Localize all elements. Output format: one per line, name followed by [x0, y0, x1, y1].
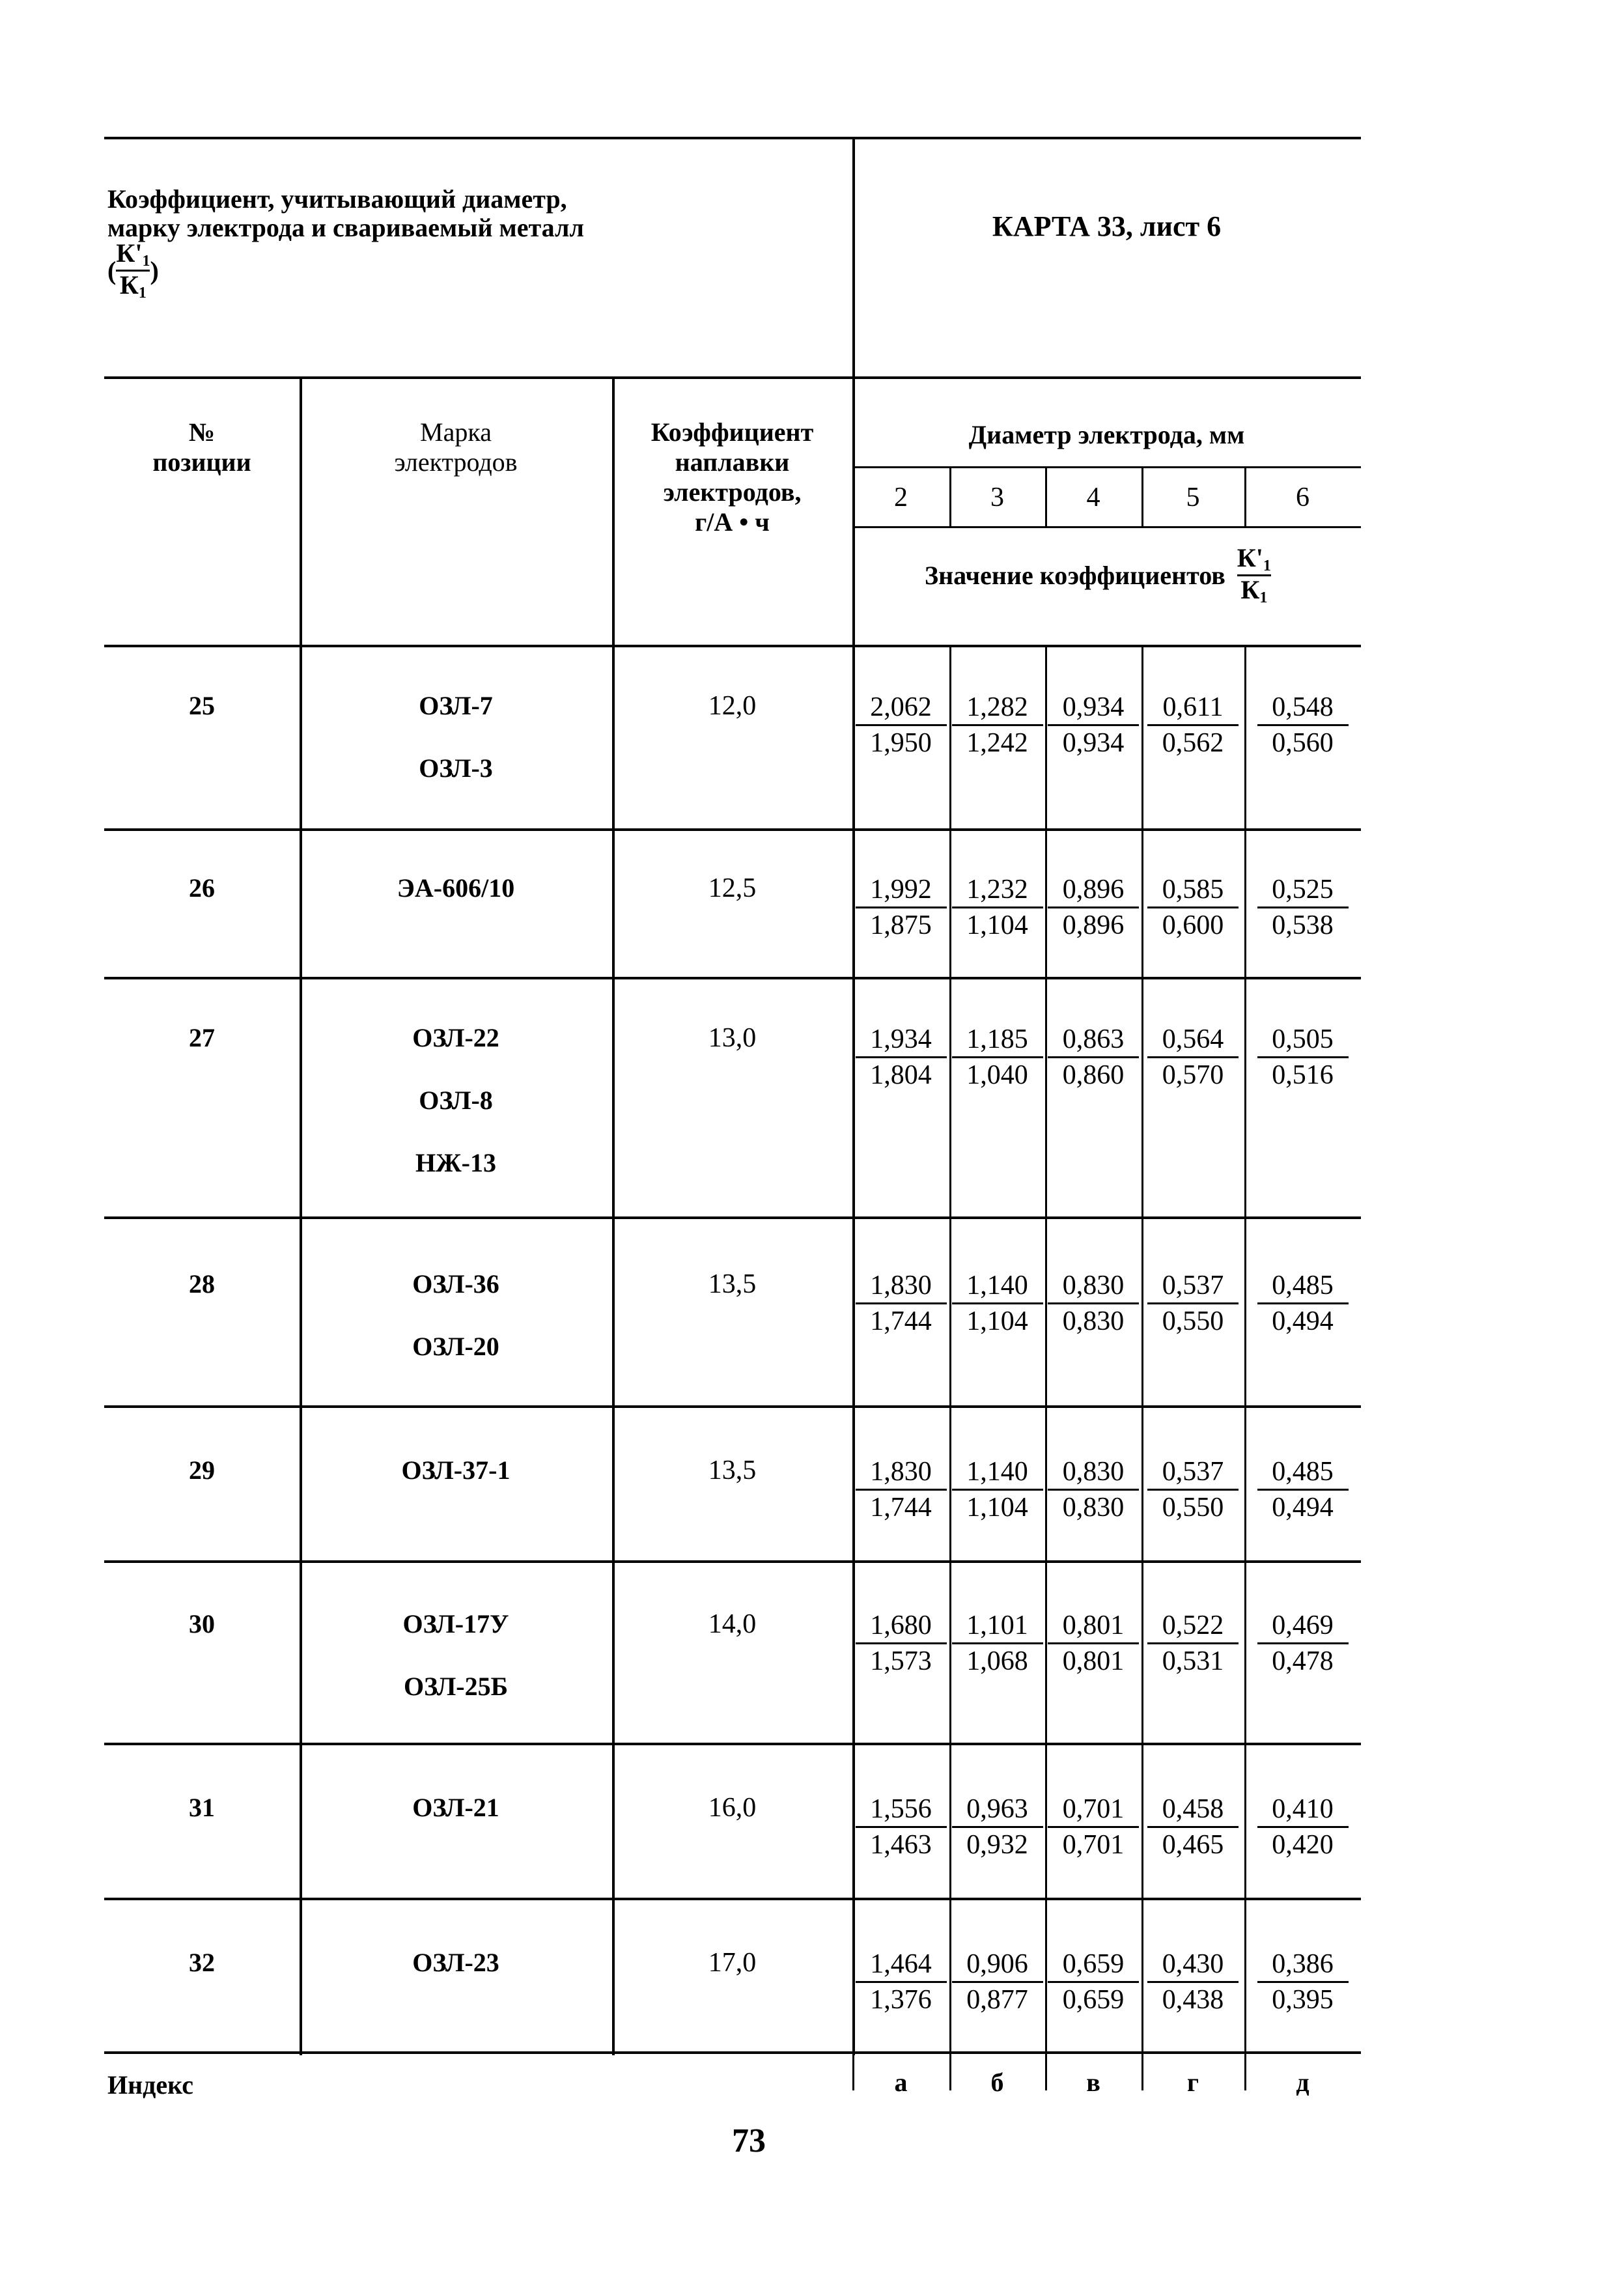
- row-coef-fraction: [952, 1948, 1043, 2016]
- paren-close: ): [150, 256, 159, 286]
- fraction-denominator: 0,560: [1272, 728, 1334, 758]
- row-coef-fraction: [856, 1456, 947, 1523]
- fraction-denominator: 0,516: [1272, 1060, 1334, 1090]
- value-label-text: Значение коэффициентов: [925, 561, 1225, 591]
- fraction-denominator: 1,744: [870, 1306, 932, 1336]
- fraction-denominator: 0,830: [1062, 1493, 1125, 1523]
- row-coef-fraction: [1147, 1270, 1239, 1337]
- fraction-numerator: 1,140: [952, 1270, 1043, 1304]
- row-coef-fraction: [856, 874, 947, 941]
- column-header-bottom-rule: [104, 645, 1361, 647]
- index-letter-d: д: [1296, 2068, 1309, 2097]
- row-rule: [104, 1560, 1361, 1563]
- row-coef-fraction: [952, 1270, 1043, 1337]
- fraction-numerator: 0,830: [1048, 1456, 1139, 1491]
- fraction-numerator: 1,185: [952, 1024, 1043, 1058]
- index-label: Индекс: [107, 2070, 193, 2100]
- row-coef-fraction: [952, 874, 1043, 941]
- row-coef-fraction: [1257, 1793, 1349, 1861]
- fraction-denominator: 0,395: [1272, 1985, 1334, 2015]
- row-coef-fraction: [1257, 874, 1349, 941]
- row-position: 31: [189, 1793, 215, 1822]
- fraction-denominator: 1,376: [870, 1985, 932, 2015]
- fraction-numerator: 0,537: [1147, 1270, 1239, 1304]
- row-coef-fraction: [1257, 1270, 1349, 1337]
- col-sep-d4: [1045, 645, 1047, 2055]
- fraction-denominator: 0,420: [1272, 1830, 1334, 1860]
- fraction-denominator: 0,830: [1062, 1306, 1125, 1336]
- row-coef-fraction: [1048, 1948, 1139, 2016]
- fraction-denominator: 1,040: [966, 1060, 1028, 1090]
- diameter-6: 6: [1296, 483, 1309, 513]
- row-brand: ОЗЛ-23: [412, 1948, 499, 1977]
- fraction-numerator: 0,548: [1257, 692, 1349, 726]
- fraction-numerator: 0,585: [1147, 874, 1239, 908]
- row-brand: ОЗЛ-7: [419, 691, 493, 720]
- row-rule: [104, 977, 1361, 979]
- fraction-numerator: 0,659: [1048, 1948, 1139, 1983]
- diameter-3: 3: [990, 483, 1004, 513]
- row-position: 27: [189, 1023, 215, 1052]
- fraction-denominator: 1,804: [870, 1060, 932, 1090]
- row-coef-fraction: [1147, 692, 1239, 759]
- diameter-2: 2: [894, 483, 908, 513]
- fraction-numerator: 0,485: [1257, 1456, 1349, 1491]
- fraction-denominator: 0,494: [1272, 1493, 1334, 1523]
- fraction-numerator: 1,934: [856, 1024, 947, 1058]
- index-letter-v: в: [1086, 2068, 1100, 2097]
- row-rule: [104, 1405, 1361, 1408]
- row-brand: ОЗЛ-8: [419, 1086, 493, 1115]
- fraction-denominator: 0,659: [1062, 1985, 1125, 2015]
- row-coef-fraction: [1147, 1610, 1239, 1677]
- row-deposition-coef: 12,5: [708, 873, 757, 903]
- fraction-numerator: 0,458: [1147, 1793, 1239, 1828]
- table-top-rule: [104, 376, 1361, 379]
- ratio-num-sub: 1: [142, 253, 150, 270]
- row-deposition-coef: 13,5: [708, 1269, 757, 1299]
- fraction-numerator: 0,963: [952, 1793, 1043, 1828]
- row-coef-fraction: [1257, 1456, 1349, 1523]
- row-coef-fraction: [952, 1610, 1043, 1677]
- row-deposition-coef: 13,5: [708, 1455, 757, 1485]
- fraction-numerator: 0,801: [1048, 1610, 1139, 1644]
- row-deposition-coef: 17,0: [708, 1948, 757, 1978]
- row-coef-fraction: [1048, 1610, 1139, 1677]
- row-coef-fraction: [1048, 1793, 1139, 1861]
- fraction-numerator: 1,992: [856, 874, 947, 908]
- card-label: КАРТА 33, лист 6: [992, 210, 1222, 242]
- diameter-4: 4: [1086, 483, 1100, 513]
- page-number: 73: [732, 2122, 766, 2159]
- fraction-denominator: 0,465: [1162, 1830, 1224, 1860]
- col-position-label-2: позиции: [152, 447, 251, 477]
- fraction-numerator: 1,140: [952, 1456, 1043, 1491]
- row-brand: ОЗЛ-36: [412, 1269, 499, 1299]
- row-coef-fraction: [1048, 1024, 1139, 1091]
- index-letter-b: б: [990, 2068, 1004, 2097]
- fraction-denominator: 1,104: [966, 910, 1028, 940]
- row-brand: ОЗЛ-25Б: [403, 1672, 509, 1701]
- fraction-denominator: 1,573: [870, 1646, 932, 1676]
- row-coef-fraction: [856, 1270, 947, 1337]
- fraction-denominator: 0,550: [1162, 1493, 1224, 1523]
- header-title-line1: Коэффициент, учитывающий диаметр,: [107, 184, 567, 214]
- fraction-denominator: 1,950: [870, 728, 932, 758]
- fraction-denominator: 0,932: [966, 1830, 1028, 1860]
- ratio-den-sub: 1: [138, 285, 147, 302]
- fraction-numerator: 0,537: [1147, 1456, 1239, 1491]
- row-position: 29: [189, 1455, 215, 1485]
- row-rule: [104, 828, 1361, 831]
- fraction-denominator: 0,562: [1162, 728, 1224, 758]
- fraction-numerator: 0,896: [1048, 874, 1139, 908]
- row-coef-fraction: [952, 692, 1043, 759]
- fraction-denominator: 0,438: [1162, 1985, 1224, 2015]
- fraction-denominator: 0,550: [1162, 1306, 1224, 1336]
- row-position: 32: [189, 1948, 215, 1977]
- col-brand-label-1: Марка: [420, 417, 492, 447]
- fraction-denominator: 0,478: [1272, 1646, 1334, 1676]
- value-num-sub: 1: [1263, 557, 1271, 574]
- fraction-numerator: 0,863: [1048, 1024, 1139, 1058]
- fraction-denominator: 0,600: [1162, 910, 1224, 940]
- fraction-denominator: 1,744: [870, 1493, 932, 1523]
- fraction-denominator: 0,531: [1162, 1646, 1224, 1676]
- row-brand: ОЗЛ-21: [412, 1793, 499, 1822]
- row-coef-fraction: [1257, 1024, 1349, 1091]
- fraction-numerator: 0,505: [1257, 1024, 1349, 1058]
- fraction-denominator: 0,701: [1062, 1830, 1125, 1860]
- row-coef-fraction: [856, 692, 947, 759]
- fraction-denominator: 0,538: [1272, 910, 1334, 940]
- row-brand: ОЗЛ-3: [419, 753, 493, 783]
- value-fraction: [1237, 544, 1271, 606]
- row-brand: ОЗЛ-17У: [402, 1609, 509, 1638]
- row-position: 25: [189, 691, 215, 720]
- row-coef-fraction: [1147, 1024, 1239, 1091]
- header-divider: [852, 137, 855, 378]
- row-coef-fraction: [1147, 1948, 1239, 2016]
- row-coef-fraction: [856, 1024, 947, 1091]
- col-sep-d6: [1244, 645, 1246, 2055]
- fraction-denominator: 0,934: [1062, 728, 1125, 758]
- row-rule: [104, 1216, 1361, 1219]
- fraction-denominator: 1,104: [966, 1306, 1028, 1336]
- row-coef-fraction: [1257, 1948, 1349, 2016]
- diameter-5: 5: [1186, 483, 1200, 513]
- fraction-denominator: 1,875: [870, 910, 932, 940]
- fraction-denominator: 1,463: [870, 1830, 932, 1860]
- col-sep-d5: [1141, 645, 1143, 2055]
- col-brand-label-2: электродов: [394, 447, 518, 477]
- col-sep-coef: [852, 376, 855, 2055]
- ratio-fraction: [116, 240, 150, 302]
- row-brand: ЭА-606/10: [397, 873, 515, 903]
- row-coef-fraction: [952, 1024, 1043, 1091]
- row-coef-fraction: [1048, 1456, 1139, 1523]
- row-deposition-coef: 14,0: [708, 1609, 757, 1639]
- fraction-numerator: 1,101: [952, 1610, 1043, 1644]
- row-brand: ОЗЛ-37-1: [401, 1455, 511, 1485]
- col-coef-label-1: Коэффициент: [651, 417, 814, 447]
- row-deposition-coef: 16,0: [708, 1793, 757, 1823]
- ratio-num: К': [116, 238, 143, 268]
- fraction-numerator: 0,830: [1048, 1270, 1139, 1304]
- fraction-numerator: 0,522: [1147, 1610, 1239, 1644]
- row-coef-fraction: [1147, 1793, 1239, 1861]
- fraction-denominator: 1,068: [966, 1646, 1028, 1676]
- col-position-label-1: №: [188, 417, 216, 447]
- header-ratio: [107, 240, 159, 302]
- row-coef-fraction: [856, 1948, 947, 2016]
- fraction-numerator: 0,430: [1147, 1948, 1239, 1983]
- fraction-numerator: 1,556: [856, 1793, 947, 1828]
- col-coef-label-2: наплавки: [675, 447, 790, 477]
- ratio-den: К: [119, 270, 139, 300]
- fraction-numerator: 0,934: [1048, 692, 1139, 726]
- diameter-header-rule: [852, 466, 1361, 468]
- fraction-denominator: 0,570: [1162, 1060, 1224, 1090]
- header-title-line2: марку электрода и свариваемый металл: [107, 213, 584, 242]
- fraction-denominator: 1,242: [966, 728, 1028, 758]
- index-letter-a: а: [894, 2068, 908, 2097]
- col-coef-label-4: г/А • ч: [695, 507, 770, 537]
- value-num: К': [1237, 543, 1263, 572]
- diameter-header: Диаметр электрода, мм: [968, 420, 1245, 449]
- row-coef-fraction: [856, 1793, 947, 1861]
- row-brand: ОЗЛ-22: [412, 1023, 499, 1052]
- fraction-numerator: 1,232: [952, 874, 1043, 908]
- fraction-numerator: 0,611: [1147, 692, 1239, 726]
- fraction-numerator: 0,410: [1257, 1793, 1349, 1828]
- fraction-numerator: 1,830: [856, 1456, 947, 1491]
- row-coef-fraction: [952, 1456, 1043, 1523]
- row-deposition-coef: 13,0: [708, 1023, 757, 1053]
- row-coef-fraction: [856, 1610, 947, 1677]
- fraction-numerator: 2,062: [856, 692, 947, 726]
- row-coef-fraction: [1147, 1456, 1239, 1523]
- value-label: [925, 544, 1271, 606]
- table-bottom-rule: [104, 2051, 1361, 2054]
- row-rule: [104, 1898, 1361, 1900]
- diameter-values-rule: [852, 526, 1361, 528]
- row-rule: [104, 1743, 1361, 1745]
- row-coef-fraction: [1257, 1610, 1349, 1677]
- fraction-denominator: 0,801: [1062, 1646, 1125, 1676]
- row-coef-fraction: [952, 1793, 1043, 1861]
- row-position: 30: [189, 1609, 215, 1638]
- value-den: К: [1240, 575, 1260, 605]
- fraction-numerator: 0,469: [1257, 1610, 1349, 1644]
- row-position: 28: [189, 1269, 215, 1299]
- fraction-numerator: 0,906: [952, 1948, 1043, 1983]
- col-coef-label-3: электродов,: [663, 477, 802, 507]
- row-brand: НЖ-13: [415, 1148, 496, 1177]
- paren-open: (: [107, 256, 117, 286]
- value-den-sub: 1: [1259, 589, 1268, 607]
- fraction-numerator: 0,386: [1257, 1948, 1349, 1983]
- row-coef-fraction: [1048, 874, 1139, 941]
- row-coef-fraction: [1257, 692, 1349, 759]
- row-brand: ОЗЛ-20: [412, 1332, 499, 1361]
- fraction-numerator: 0,564: [1147, 1024, 1239, 1058]
- fraction-numerator: 0,485: [1257, 1270, 1349, 1304]
- fraction-denominator: 1,104: [966, 1493, 1028, 1523]
- fraction-denominator: 0,860: [1062, 1060, 1125, 1090]
- row-position: 26: [189, 873, 215, 903]
- row-coef-fraction: [1048, 692, 1139, 759]
- fraction-numerator: 1,680: [856, 1610, 947, 1644]
- fraction-denominator: 0,877: [966, 1985, 1028, 2015]
- row-deposition-coef: 12,0: [708, 691, 757, 721]
- fraction-denominator: 0,896: [1062, 910, 1125, 940]
- fraction-numerator: 1,830: [856, 1270, 947, 1304]
- row-coef-fraction: [1048, 1270, 1139, 1337]
- fraction-numerator: 0,701: [1048, 1793, 1139, 1828]
- fraction-numerator: 1,282: [952, 692, 1043, 726]
- row-coef-fraction: [1147, 874, 1239, 941]
- index-letter-g: г: [1186, 2068, 1199, 2097]
- fraction-numerator: 1,464: [856, 1948, 947, 1983]
- fraction-numerator: 0,525: [1257, 874, 1349, 908]
- top-rule: [104, 137, 1361, 139]
- fraction-denominator: 0,494: [1272, 1306, 1334, 1336]
